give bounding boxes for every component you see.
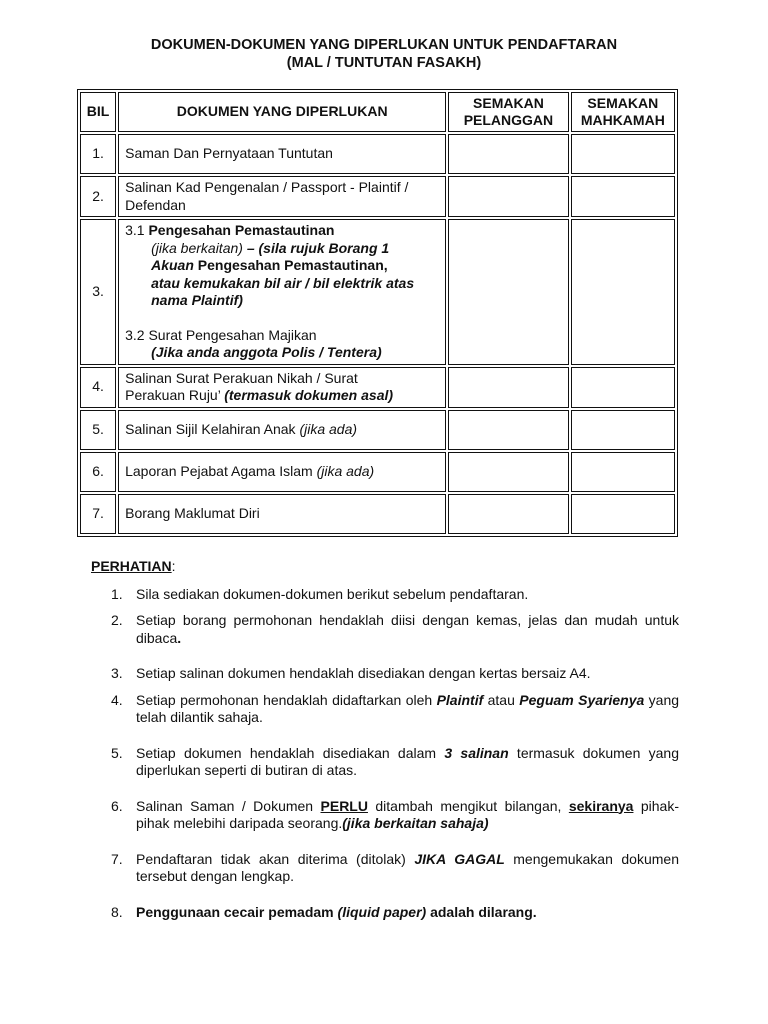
text-run: adalah dilarang. — [426, 903, 537, 920]
table-row — [80, 219, 675, 365]
checkbox-semakan-pelanggan[interactable] — [448, 176, 568, 217]
document-description — [118, 219, 446, 365]
text-run: Perakuan Ruju’ — [125, 387, 225, 403]
notes-heading — [91, 558, 679, 576]
row-number: 2. — [80, 176, 116, 217]
document-description — [118, 134, 446, 174]
note-item — [91, 904, 679, 922]
note-item — [91, 612, 679, 647]
header-semakan-pelanggan-line2: PELANGGAN — [463, 112, 554, 128]
text-run: atau kemukakan bil air / bil elektrik atas — [151, 274, 415, 291]
note-item — [91, 692, 679, 727]
title-line-2: (MAL / TUNTUTAN FASAKH) — [286, 55, 482, 71]
checkbox-semakan-mahkamah[interactable] — [571, 452, 675, 492]
description-line — [151, 344, 439, 362]
text-run: ditambah mengikut bilangan, — [367, 797, 569, 814]
checkbox-semakan-mahkamah[interactable] — [571, 176, 675, 217]
document-description — [118, 494, 446, 534]
row-number: 7. — [80, 494, 116, 534]
note-number: 6. — [111, 797, 123, 814]
table-row — [80, 367, 675, 408]
description-line — [125, 179, 439, 197]
text-run: Salinan Surat Perakuan Nikah / Surat — [125, 369, 358, 386]
description-line — [125, 387, 439, 405]
description-line — [151, 275, 439, 293]
text-run: Pengesahan Pemastautinan — [148, 222, 335, 238]
table-body — [80, 134, 675, 534]
title-line-1: DOKUMEN-DOKUMEN YANG DIPERLUKAN UNTUK PENDAFTARAN — [150, 37, 618, 53]
text-run: 3 salinan — [444, 744, 509, 761]
header-dokumen: DOKUMEN YANG DIPERLUKAN — [118, 92, 446, 132]
notes-section — [91, 558, 679, 921]
text-run: Peguam Syarienya — [519, 691, 645, 708]
row-number: 3. — [80, 219, 116, 365]
text-run: Laporan Pejabat Agama Islam — [125, 462, 317, 479]
text-run: (jika berkaitan) — [151, 239, 243, 256]
table-row — [80, 134, 675, 174]
checkbox-semakan-pelanggan[interactable] — [448, 134, 568, 174]
note-number: 4. — [111, 691, 123, 708]
checkbox-semakan-mahkamah[interactable] — [571, 219, 675, 365]
description-line — [125, 222, 439, 240]
description-line — [151, 292, 439, 310]
text-run: JIKA GAGAL — [414, 850, 505, 867]
text-run: (jika berkaitan sahaja) — [342, 815, 489, 831]
text-run: nama Plaintif) — [151, 292, 243, 308]
header-bil: BIL — [80, 92, 116, 132]
text-run: Setiap salinan dokumen hendaklah disediakan dengan kertas bersaiz A4. — [136, 665, 591, 681]
text-run: (Jika anda anggota Polis / Tentera) — [151, 344, 382, 360]
note-number: 8. — [111, 903, 123, 920]
text-run: Saman Dan Pernyataan Tuntutan — [125, 145, 333, 162]
text-run: Akuan — [151, 257, 194, 273]
header-semakan-mahkamah-line2: MAHKAMAH — [580, 112, 665, 128]
description-line — [125, 197, 439, 215]
text-run: Setiap borang permohonan hendaklah diisi dengan kemas, jelas dan mudah untuk dibaca — [136, 612, 679, 646]
text-run: Plaintif — [436, 691, 484, 708]
table-row — [80, 410, 675, 450]
note-item — [91, 586, 679, 604]
row-number: 4. — [80, 367, 116, 408]
text-run: 3.1 — [125, 222, 149, 238]
note-number: 5. — [111, 744, 123, 761]
header-semakan-pelanggan-line1: SEMAKAN — [473, 94, 544, 111]
note-number: 1. — [111, 585, 123, 602]
notes-heading-text: PERHATIAN — [91, 558, 172, 574]
text-run: atau — [483, 691, 520, 708]
text-run: sekiranya — [568, 797, 634, 814]
text-run: PERLU — [320, 797, 368, 814]
line-gap — [125, 310, 439, 327]
text-run: mengemukakan dokumen tersebut dengan lengkap. — [136, 850, 679, 884]
row-number: 6. — [80, 452, 116, 492]
note-number: 2. — [111, 612, 123, 628]
text-run: (termasuk dokumen asal) — [224, 387, 394, 403]
description-line — [125, 463, 439, 481]
table-row — [80, 494, 675, 534]
documents-table — [77, 89, 678, 537]
row-number: 1. — [80, 134, 116, 174]
table-header-row — [80, 92, 675, 132]
checkbox-semakan-pelanggan[interactable] — [448, 452, 568, 492]
text-run: Salinan Saman / Dokumen — [136, 797, 321, 814]
note-number: 3. — [111, 665, 123, 681]
text-run: 3.2 Surat Pengesahan Majikan — [125, 326, 317, 343]
text-run: Sila sediakan dokumen-dokumen berikut sebelum pendaftaran. — [136, 585, 529, 602]
checkbox-semakan-pelanggan[interactable] — [448, 410, 568, 450]
description-line — [125, 505, 439, 523]
text-run: Salinan Kad Pengenalan / Passport - Plaintif / — [125, 179, 409, 195]
text-run: yang telah dilantik sahaja. — [136, 691, 680, 725]
text-run: (jika ada) — [299, 420, 358, 437]
header-semakan-mahkamah — [571, 92, 675, 132]
text-run: – (sila rujuk Borang 1 — [242, 239, 390, 256]
notes-list — [91, 586, 679, 922]
table-row — [80, 176, 675, 217]
text-run: Penggunaan cecair pemadam — [136, 903, 338, 920]
description-line — [125, 421, 439, 439]
checkbox-semakan-mahkamah[interactable] — [571, 367, 675, 408]
description-line — [125, 370, 439, 388]
description-line — [125, 145, 439, 163]
checkbox-semakan-pelanggan[interactable] — [448, 494, 568, 534]
checkbox-semakan-mahkamah[interactable] — [571, 494, 675, 534]
text-run: Setiap permohonan hendaklah didaftarkan oleh — [136, 691, 437, 708]
text-run: termasuk dokumen yang diperlukan seperti di butiran di atas. — [136, 744, 679, 778]
note-item — [91, 745, 679, 780]
checkbox-semakan-pelanggan[interactable] — [448, 219, 568, 365]
text-run: Pendaftaran tidak akan diterima (ditolak) — [136, 850, 415, 867]
text-run: (jika ada) — [316, 462, 375, 479]
text-run: Salinan Sijil Kelahiran Anak — [125, 420, 300, 437]
text-run: Pengesahan Pemastautinan, — [193, 257, 388, 273]
document-description — [118, 367, 446, 408]
checkbox-semakan-pelanggan[interactable] — [448, 367, 568, 408]
text-run: pihak-pihak melebihi daripada seorang. — [136, 797, 679, 831]
description-line — [151, 240, 439, 258]
description-line — [151, 257, 439, 275]
text-run: Defendan — [125, 196, 186, 213]
row-number: 5. — [80, 410, 116, 450]
document-description — [118, 410, 446, 450]
text-run: Setiap dokumen hendaklah disediakan dalam — [136, 744, 445, 761]
notes-heading-colon: : — [171, 558, 176, 574]
text-run: (liquid paper) — [337, 903, 427, 920]
document-description — [118, 176, 446, 217]
checkbox-semakan-mahkamah[interactable] — [571, 134, 675, 174]
note-item — [91, 851, 679, 886]
note-item — [91, 665, 679, 683]
checkbox-semakan-mahkamah[interactable] — [571, 410, 675, 450]
document-title — [0, 36, 768, 72]
note-item — [91, 798, 679, 833]
note-number: 7. — [111, 850, 123, 867]
header-semakan-mahkamah-line1: SEMAKAN — [587, 94, 659, 111]
text-run: . — [177, 629, 182, 646]
description-line — [125, 327, 439, 345]
text-run: Borang Maklumat Diri — [125, 504, 260, 521]
document-description — [118, 452, 446, 492]
table-row — [80, 452, 675, 492]
header-semakan-pelanggan — [448, 92, 568, 132]
